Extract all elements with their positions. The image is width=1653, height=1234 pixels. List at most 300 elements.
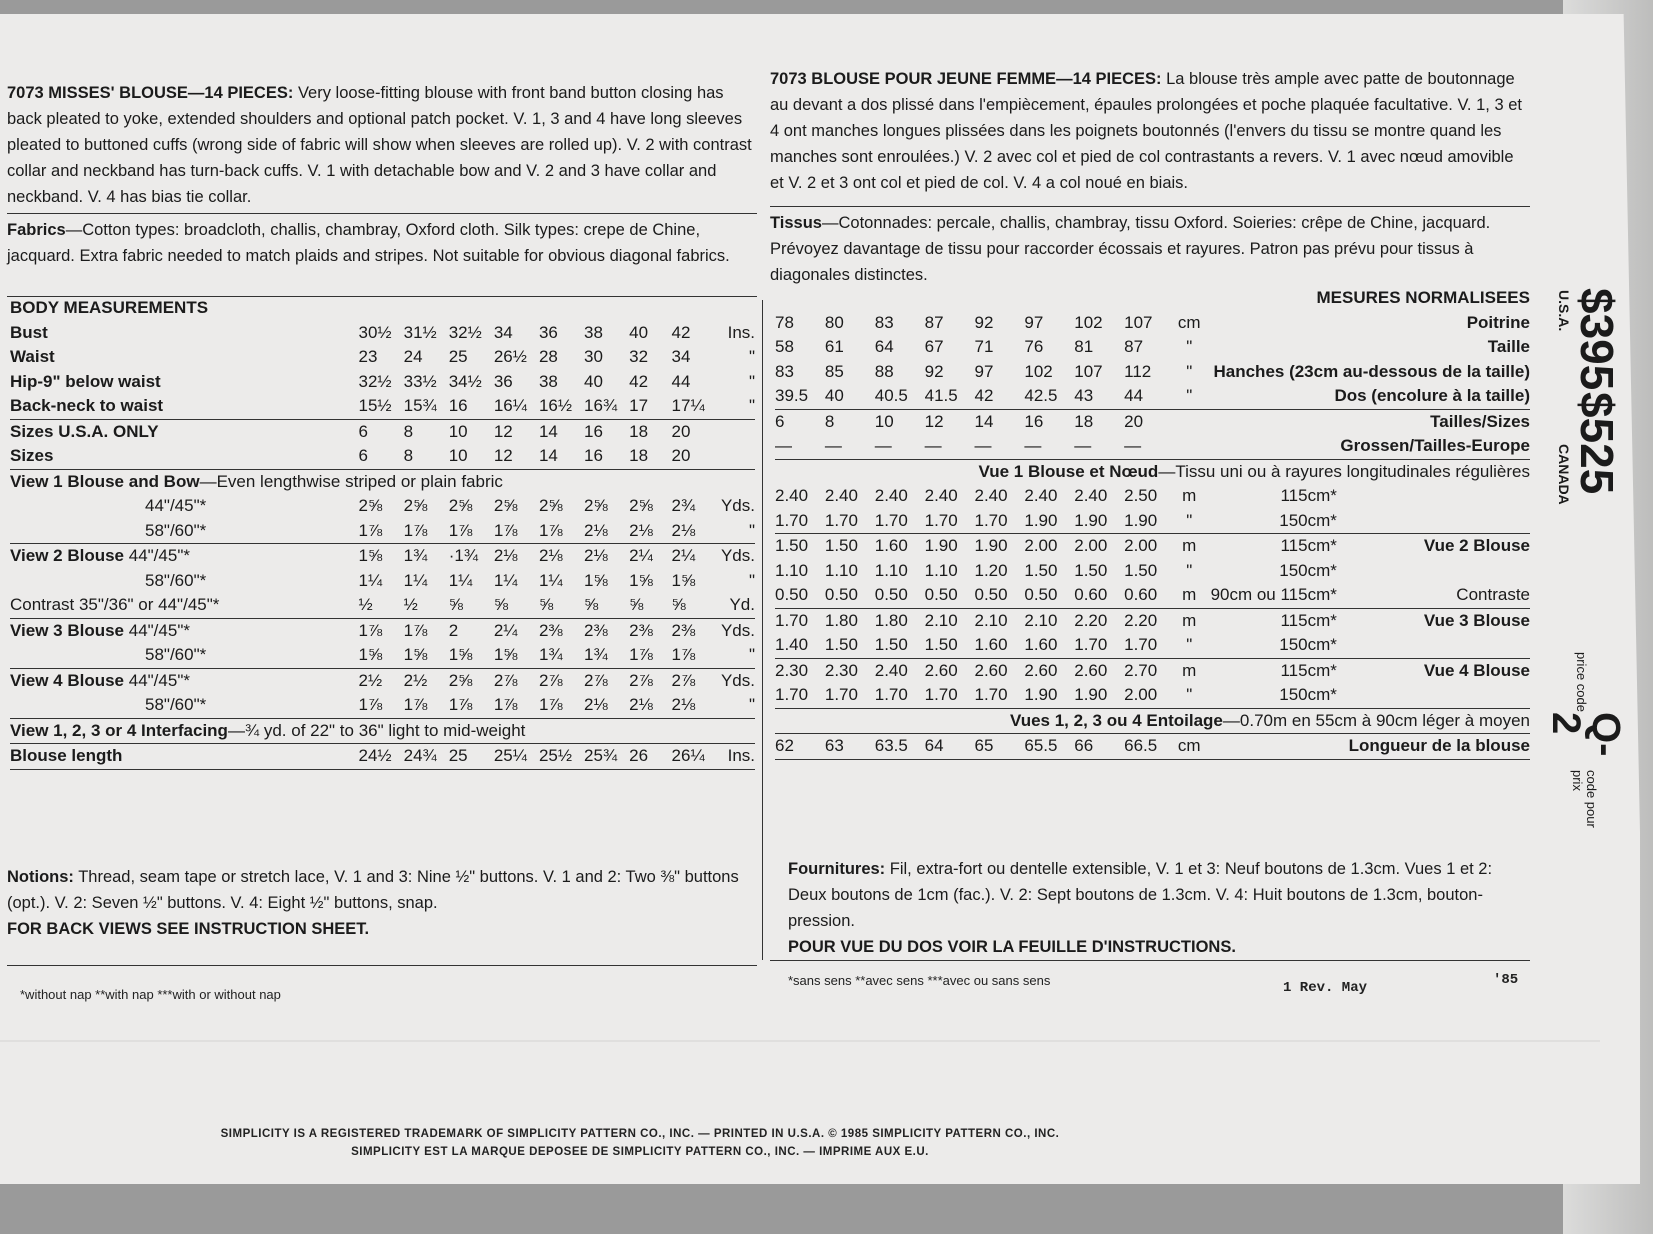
cell-value: 2⅝: [448, 496, 473, 515]
cell-value: 2¼: [493, 620, 518, 640]
row-label: [10, 593, 359, 618]
cell-value: 87: [924, 312, 944, 332]
cell-value: 8: [403, 446, 414, 465]
cell-value: 1.10: [824, 560, 858, 580]
measurement-row: [775, 311, 1530, 336]
cell-value: ⅝: [538, 595, 554, 614]
cell-value: 2.40: [1074, 486, 1108, 505]
cell-value: 26: [629, 746, 649, 765]
cell-value: 2⅜: [538, 620, 563, 640]
revision-note: 1 Rev. May: [1283, 980, 1368, 996]
table-end: [775, 759, 1530, 764]
cell-value: 2.00: [1124, 685, 1158, 704]
row-unit: Yd.: [729, 595, 755, 614]
cell-value: 1.70: [824, 510, 858, 530]
cell-value: 32½: [448, 322, 482, 342]
cell-value: 1⅝: [629, 570, 653, 590]
fabric-width: [1205, 434, 1337, 459]
cell-value: 24½: [358, 746, 392, 765]
cell-value: 1⅞: [358, 620, 383, 640]
cell-value: 2.10: [924, 610, 958, 630]
cell-value: 25¼: [493, 746, 527, 765]
cell-value: 1.70: [775, 685, 809, 704]
yardage-row: [775, 658, 1530, 683]
fabric-width: 115cm*: [1280, 610, 1337, 630]
row-label: Contraste: [1456, 585, 1530, 604]
cell-value: 1¼: [493, 570, 518, 590]
cell-value: 1.50: [1024, 560, 1058, 580]
fabric-width: 150cm*: [1279, 510, 1337, 530]
cell-value: 2½: [403, 670, 428, 690]
french-intro-title: 7073 BLOUSE POUR JEUNE FEMME—14 PIECES:: [770, 70, 1162, 88]
grossen-row: [775, 434, 1530, 459]
cell-value: 31½: [403, 322, 437, 342]
yardage-row: [10, 544, 755, 569]
row-unit: ": [748, 645, 755, 664]
cell-value: 38: [584, 322, 603, 342]
row-unit: ": [748, 570, 755, 590]
fabric-width: 150cm*: [1279, 560, 1337, 580]
measurement-row: [10, 394, 755, 419]
row-unit: m: [1182, 536, 1197, 555]
row-unit: Yds.: [720, 620, 755, 640]
contrast-row: [10, 593, 755, 618]
row-label: Blouse length: [10, 746, 123, 765]
divider: [7, 213, 757, 214]
cell-value: 2⅛: [538, 546, 563, 565]
row-unit: ": [1186, 560, 1193, 580]
fabric-width: [1205, 734, 1337, 760]
cell-value: 36: [538, 322, 558, 342]
cell-value: 1.70: [824, 685, 858, 704]
cell-value: 1.50: [874, 635, 908, 654]
cell-value: 20: [671, 446, 691, 465]
cell-value: 2.30: [824, 660, 858, 680]
price-canada: $525: [1571, 392, 1623, 495]
row-unit: ": [748, 371, 755, 391]
yardage-row: [775, 484, 1530, 509]
row-label: Taille: [1487, 337, 1530, 356]
english-notions-title: Notions:: [7, 868, 74, 886]
cell-value: 64: [874, 337, 894, 356]
measurement-row: [775, 384, 1530, 409]
english-intro: [7, 80, 757, 210]
cell-value: 12: [924, 411, 944, 431]
cell-value: 24: [403, 347, 423, 366]
yardage-row: [10, 494, 755, 519]
yardage-row: [775, 683, 1530, 708]
cell-value: 40.5: [874, 386, 908, 405]
row-label: 58"/60"*: [145, 695, 207, 714]
cell-value: 16¼: [493, 396, 527, 415]
row-label: Longueur de la blouse: [1348, 736, 1530, 755]
english-notions-text: Thread, seam tape or stretch lace, V. 1 and 3: Nine ½" buttons. V. 1 and 2: Two ⅜" buttons (opt.). V. 2: Seven ½" buttons. V. 4: Eight ½" buttons, snap.: [7, 868, 739, 912]
cell-value: 2⅞: [629, 670, 653, 690]
french-tissus-title: Tissus: [770, 214, 822, 232]
cell-value: 25½: [538, 746, 573, 765]
cell-value: 1.70: [974, 510, 1008, 530]
measurement-row: [10, 345, 755, 370]
cell-value: 107: [1074, 361, 1103, 381]
cell-value: 2⅛: [584, 546, 608, 565]
table-end-cell: [10, 769, 755, 774]
row-label: 58"/60"*: [145, 520, 207, 540]
cell-value: 1.90: [1074, 510, 1108, 530]
cell-value: 92: [924, 361, 944, 381]
cell-value: 8: [824, 411, 835, 431]
cell-value: 1.70: [775, 510, 809, 530]
cell-value: 0.50: [974, 585, 1008, 604]
view3-title: View 3 Blouse: [10, 620, 125, 640]
cell-value: 2.00: [1074, 536, 1108, 555]
cell-value: 1.10: [874, 560, 908, 580]
cell-value: 2⅞: [671, 670, 696, 690]
row-desc: —¾ yd. of 22" to 36" light to mid-weight: [227, 720, 526, 740]
cell-value: 63: [824, 736, 844, 755]
cell-value: 42: [974, 386, 994, 405]
price-usa-label: U.S.A.: [1556, 290, 1572, 332]
cell-value: 14: [538, 446, 558, 465]
fabric-width: 115cm*: [1280, 660, 1337, 680]
cell-value: —: [924, 436, 942, 455]
price-code: Q-2: [1544, 712, 1628, 757]
cell-value: 1¾: [538, 645, 563, 664]
cell-value: 2¾: [671, 496, 696, 515]
row-unit: ": [1186, 510, 1193, 530]
cell-value: 1.70: [974, 685, 1008, 704]
yardage-row: [10, 618, 755, 643]
cell-value: 2⅜: [671, 620, 696, 640]
cell-value: 2⅝: [358, 496, 383, 515]
cell-value: 15½: [358, 396, 392, 415]
cell-value: —: [874, 436, 892, 455]
cell-value: 1¼: [403, 570, 428, 590]
cell-value: 1¾: [403, 546, 428, 565]
row-unit: m: [1182, 486, 1197, 505]
cell-value: 15¾: [403, 396, 437, 415]
english-nap-note: *without nap **with nap ***with or without nap: [20, 987, 281, 1002]
cell-value: 64: [924, 736, 944, 755]
cell-value: 16: [448, 396, 468, 415]
row-unit: ": [748, 347, 755, 366]
cell-value: 6: [358, 421, 368, 441]
contrast-width: 35"/36" or 44"/45"*: [74, 595, 220, 614]
cell-value: 58: [775, 337, 794, 356]
cell-value: 2.20: [1124, 610, 1158, 630]
entoilage-row: [775, 708, 1530, 734]
cell-value: 14: [974, 411, 994, 431]
cell-value: 10: [448, 446, 468, 465]
row-label: [1337, 509, 1530, 534]
cell-value: 2⅛: [671, 520, 696, 540]
view2-title: View 2 Blouse: [10, 546, 125, 565]
fabric-width: 115cm*: [1280, 486, 1337, 505]
row-unit: Ins.: [727, 746, 755, 765]
cell-value: 1.50: [824, 635, 858, 654]
cell-value: 2.60: [1024, 660, 1058, 680]
cell-value: 18: [629, 421, 649, 441]
cell-value: 1⅞: [493, 695, 518, 714]
row-unit: Yds.: [720, 546, 755, 565]
fabric-width: 115cm*: [1280, 536, 1337, 555]
cell-value: 1⅞: [403, 520, 428, 540]
yardage-row: [775, 608, 1530, 633]
yardage-row: [10, 643, 755, 668]
blouse-length-row: [10, 744, 755, 770]
yardage-row: [775, 559, 1530, 584]
cell-value: ⅝: [671, 595, 686, 614]
cell-value: 16¾: [584, 396, 618, 415]
price-usa: $395: [1571, 288, 1623, 391]
row-label: [10, 544, 359, 569]
row-label: Hanches (23cm au-dessous de la taille): [1213, 361, 1530, 381]
cell-value: 1.70: [1124, 635, 1158, 654]
cell-value: 2⅝: [538, 496, 563, 515]
cell-value: 1⅝: [493, 645, 518, 664]
row-unit: Ins.: [727, 322, 755, 342]
cell-value: 2.40: [1024, 486, 1058, 505]
row-unit: cm: [1177, 312, 1201, 332]
row-label: [10, 469, 755, 494]
cell-value: 76: [1024, 337, 1044, 356]
cell-value: 0.50: [775, 585, 809, 604]
cell-value: 87: [1124, 337, 1144, 356]
divider: [7, 965, 757, 966]
cell-value: 2.00: [1024, 536, 1058, 555]
row-unit: [1174, 434, 1205, 459]
row-label: Hip-9" below waist: [10, 371, 161, 391]
cell-value: 1⅝: [448, 645, 473, 664]
cell-value: 81: [1074, 337, 1094, 356]
cell-value: 14: [538, 421, 558, 441]
cell-value: ⅝: [629, 595, 644, 614]
cell-value: 1.60: [874, 536, 908, 555]
divider: [770, 960, 1530, 961]
row-label: [10, 296, 755, 321]
row-unit: Yds.: [720, 670, 755, 690]
cell-value: 67: [924, 337, 944, 356]
code-pour-prix-label: code pour prix: [1570, 770, 1599, 828]
cell-value: 112: [1124, 361, 1152, 381]
cell-value: 8: [403, 421, 414, 441]
row-label: 44"/45"*: [145, 496, 207, 515]
cell-value: 0.50: [824, 585, 858, 604]
cell-value: 1.50: [824, 536, 858, 555]
cell-value: 2½: [358, 670, 383, 690]
cell-value: 33½: [403, 371, 437, 391]
row-unit: [717, 444, 755, 469]
cell-value: 42.5: [1024, 386, 1058, 405]
cell-value: 1.90: [1074, 685, 1108, 704]
cell-value: 0.50: [874, 585, 908, 604]
row-unit: [1174, 409, 1205, 434]
trademark-line-french: SIMPLICITY EST LA MARQUE DEPOSEE DE SIMPLICITY PATTERN CO., INC. — IMPRIME AUX E.U.: [351, 1146, 929, 1158]
cell-value: 2⅛: [584, 695, 608, 714]
yardage-row: [10, 693, 755, 718]
yardage-row: [10, 569, 755, 594]
cell-value: 1.50: [924, 635, 958, 654]
cell-value: 2⅛: [629, 520, 653, 540]
row-label: Bust: [10, 322, 48, 342]
cell-value: 2.40: [924, 486, 958, 505]
row-unit: m: [1182, 660, 1197, 680]
cell-value: 2⅝: [403, 496, 428, 515]
cell-value: 1.20: [974, 560, 1008, 580]
row-unit: m: [1182, 610, 1197, 630]
row-desc: —Tissu uni ou à rayures longitudinales régulières: [1158, 461, 1530, 481]
row-label: Tailles/Sizes: [1430, 411, 1530, 431]
row-label: Waist: [10, 347, 55, 366]
cell-value: 1⅝: [671, 570, 696, 590]
cell-value: 78: [775, 312, 794, 332]
cell-value: 16: [584, 446, 603, 465]
fabric-width: 150cm*: [1279, 685, 1337, 704]
row-label: [775, 459, 1530, 484]
cell-value: 16½: [538, 396, 573, 415]
cell-value: 1⅞: [403, 620, 428, 640]
cell-value: 10: [874, 411, 894, 431]
cell-value: 25: [448, 347, 468, 366]
cell-value: 42: [671, 322, 691, 342]
row-unit: cm: [1177, 736, 1201, 755]
longueur-row: [775, 734, 1530, 760]
row-label: [1337, 683, 1530, 708]
cell-value: 2.40: [974, 486, 1008, 505]
row-unit: Yds.: [720, 496, 755, 515]
mesures-heading: [775, 286, 1530, 311]
sizes-usa-row: [10, 419, 755, 444]
cell-value: 12: [493, 446, 513, 465]
cell-value: 2.00: [1124, 536, 1158, 555]
cell-value: 65.5: [1024, 736, 1058, 755]
cell-value: 2⅜: [629, 620, 653, 640]
cell-value: 26½: [493, 347, 527, 366]
yardage-row: [775, 633, 1530, 658]
french-tissus: [770, 210, 1530, 288]
cell-value: 2⅝: [493, 496, 518, 515]
cell-value: 40: [629, 322, 649, 342]
revision-year: '85: [1493, 972, 1519, 988]
cell-value: 25: [448, 746, 468, 765]
french-fournitures-title: Fournitures:: [788, 860, 886, 878]
interfacing-row: [10, 718, 755, 744]
cell-value: 2⅜: [584, 620, 608, 640]
cell-value: 1⅞: [538, 520, 563, 540]
cell-value: 1⅞: [403, 695, 428, 714]
cell-value: 62: [775, 736, 794, 755]
row-unit: m: [1182, 585, 1197, 604]
cell-value: 2⅛: [584, 520, 608, 540]
cell-value: 2.40: [874, 486, 908, 505]
cell-value: 1.50: [1124, 560, 1158, 580]
yardage-row: [775, 509, 1530, 534]
yardage-row: [10, 668, 755, 693]
cell-value: 1.90: [924, 536, 958, 555]
row-label: Poitrine: [1466, 312, 1530, 332]
cell-value: 1.70: [1074, 635, 1108, 654]
english-fabrics: [7, 217, 757, 269]
cell-value: 1⅞: [358, 520, 383, 540]
cell-value: 2.60: [974, 660, 1008, 680]
cell-value: 1.80: [874, 610, 908, 630]
fabric-width: 90cm ou 115cm*: [1210, 585, 1337, 604]
cell-value: 1.70: [775, 610, 809, 630]
paper-crease: [0, 1040, 1600, 1042]
cell-value: 0.50: [1024, 585, 1058, 604]
cell-value: —: [1074, 436, 1092, 455]
cell-value: 1.60: [1024, 635, 1058, 654]
cell-value: 1¼: [448, 570, 473, 590]
cell-value: 43: [1074, 386, 1094, 405]
cell-value: 16: [584, 421, 603, 441]
cell-value: 1⅞: [538, 695, 563, 714]
cell-value: 2⅛: [671, 695, 696, 714]
cell-value: 2⅞: [584, 670, 608, 690]
vue1-heading: [775, 459, 1530, 484]
cell-value: ⅝: [584, 595, 599, 614]
cell-value: 18: [1074, 411, 1094, 431]
cell-value: 1.10: [775, 560, 809, 580]
row-label: Vue 3 Blouse: [1423, 610, 1530, 630]
cell-value: —: [775, 436, 792, 455]
english-back-views-note: FOR BACK VIEWS SEE INSTRUCTION SHEET.: [7, 920, 370, 938]
view4-title: View 4 Blouse: [10, 670, 125, 690]
cell-value: 2.70: [1124, 660, 1158, 680]
cell-value: 1.90: [1124, 510, 1158, 530]
english-intro-text: Very loose-fitting blouse with front band button closing has back pleated to yoke, extended shoulders and optional patch pocket. V. 1, 3 and 4 have long sleeves pleated to buttoned cuffs (wrong side of fabric will show when sleeves are rolled up). V. 2 with contrast collar and neckband has turn-back cuffs. V. 1 with detachable bow and V. 2 and 3 have collar and neckband. V. 4 has bias tie collar.: [7, 84, 752, 206]
cell-value: —: [974, 436, 992, 455]
cell-value: 63.5: [874, 736, 908, 755]
cell-value: 2⅝: [448, 670, 473, 690]
cell-value: 28: [538, 347, 558, 366]
cell-value: 20: [1124, 411, 1144, 431]
row-label: [10, 668, 359, 693]
cell-value: 6: [358, 446, 368, 465]
cell-value: 1.90: [1024, 510, 1058, 530]
cell-value: 2⅛: [629, 695, 653, 714]
cell-value: 40: [584, 371, 603, 391]
tailles-row: [775, 409, 1530, 434]
trademark-line-english: SIMPLICITY IS A REGISTERED TRADEMARK OF SIMPLICITY PATTERN CO., INC. — PRINTED IN U.S.A. © 1985 SIMPLICITY PATTERN CO., INC.: [220, 1128, 1060, 1140]
table-end: [10, 769, 755, 774]
measurement-row: [10, 321, 755, 346]
row-label: MESURES NORMALISEES: [1316, 288, 1530, 307]
measurement-row: [10, 370, 755, 395]
cell-value: 1.50: [1074, 560, 1108, 580]
cell-value: 24¾: [403, 746, 437, 765]
row-label: Back-neck to waist: [10, 396, 164, 415]
contrast-label: Contrast: [10, 595, 75, 614]
row-label: [775, 708, 1530, 734]
cell-value: 40: [824, 386, 844, 405]
cell-value: 65: [974, 736, 994, 755]
cell-value: 17¼: [671, 396, 705, 415]
cell-value: ½: [403, 595, 418, 614]
cell-value: 34: [671, 347, 691, 366]
price-canada-label: CANADA: [1556, 444, 1572, 505]
cell-value: 38: [538, 371, 558, 391]
measurement-row: [775, 360, 1530, 385]
cell-value: 44: [1124, 386, 1144, 405]
cell-value: 107: [1124, 312, 1153, 332]
row-label: Dos (encolure à la taille): [1334, 386, 1530, 405]
cell-value: 2⅝: [584, 496, 608, 515]
cell-value: 10: [448, 421, 468, 441]
cell-value: 2⅛: [493, 546, 518, 565]
cell-value: 1⅞: [629, 645, 653, 664]
cell-value: 23: [358, 347, 378, 366]
cell-value: 83: [775, 361, 794, 381]
